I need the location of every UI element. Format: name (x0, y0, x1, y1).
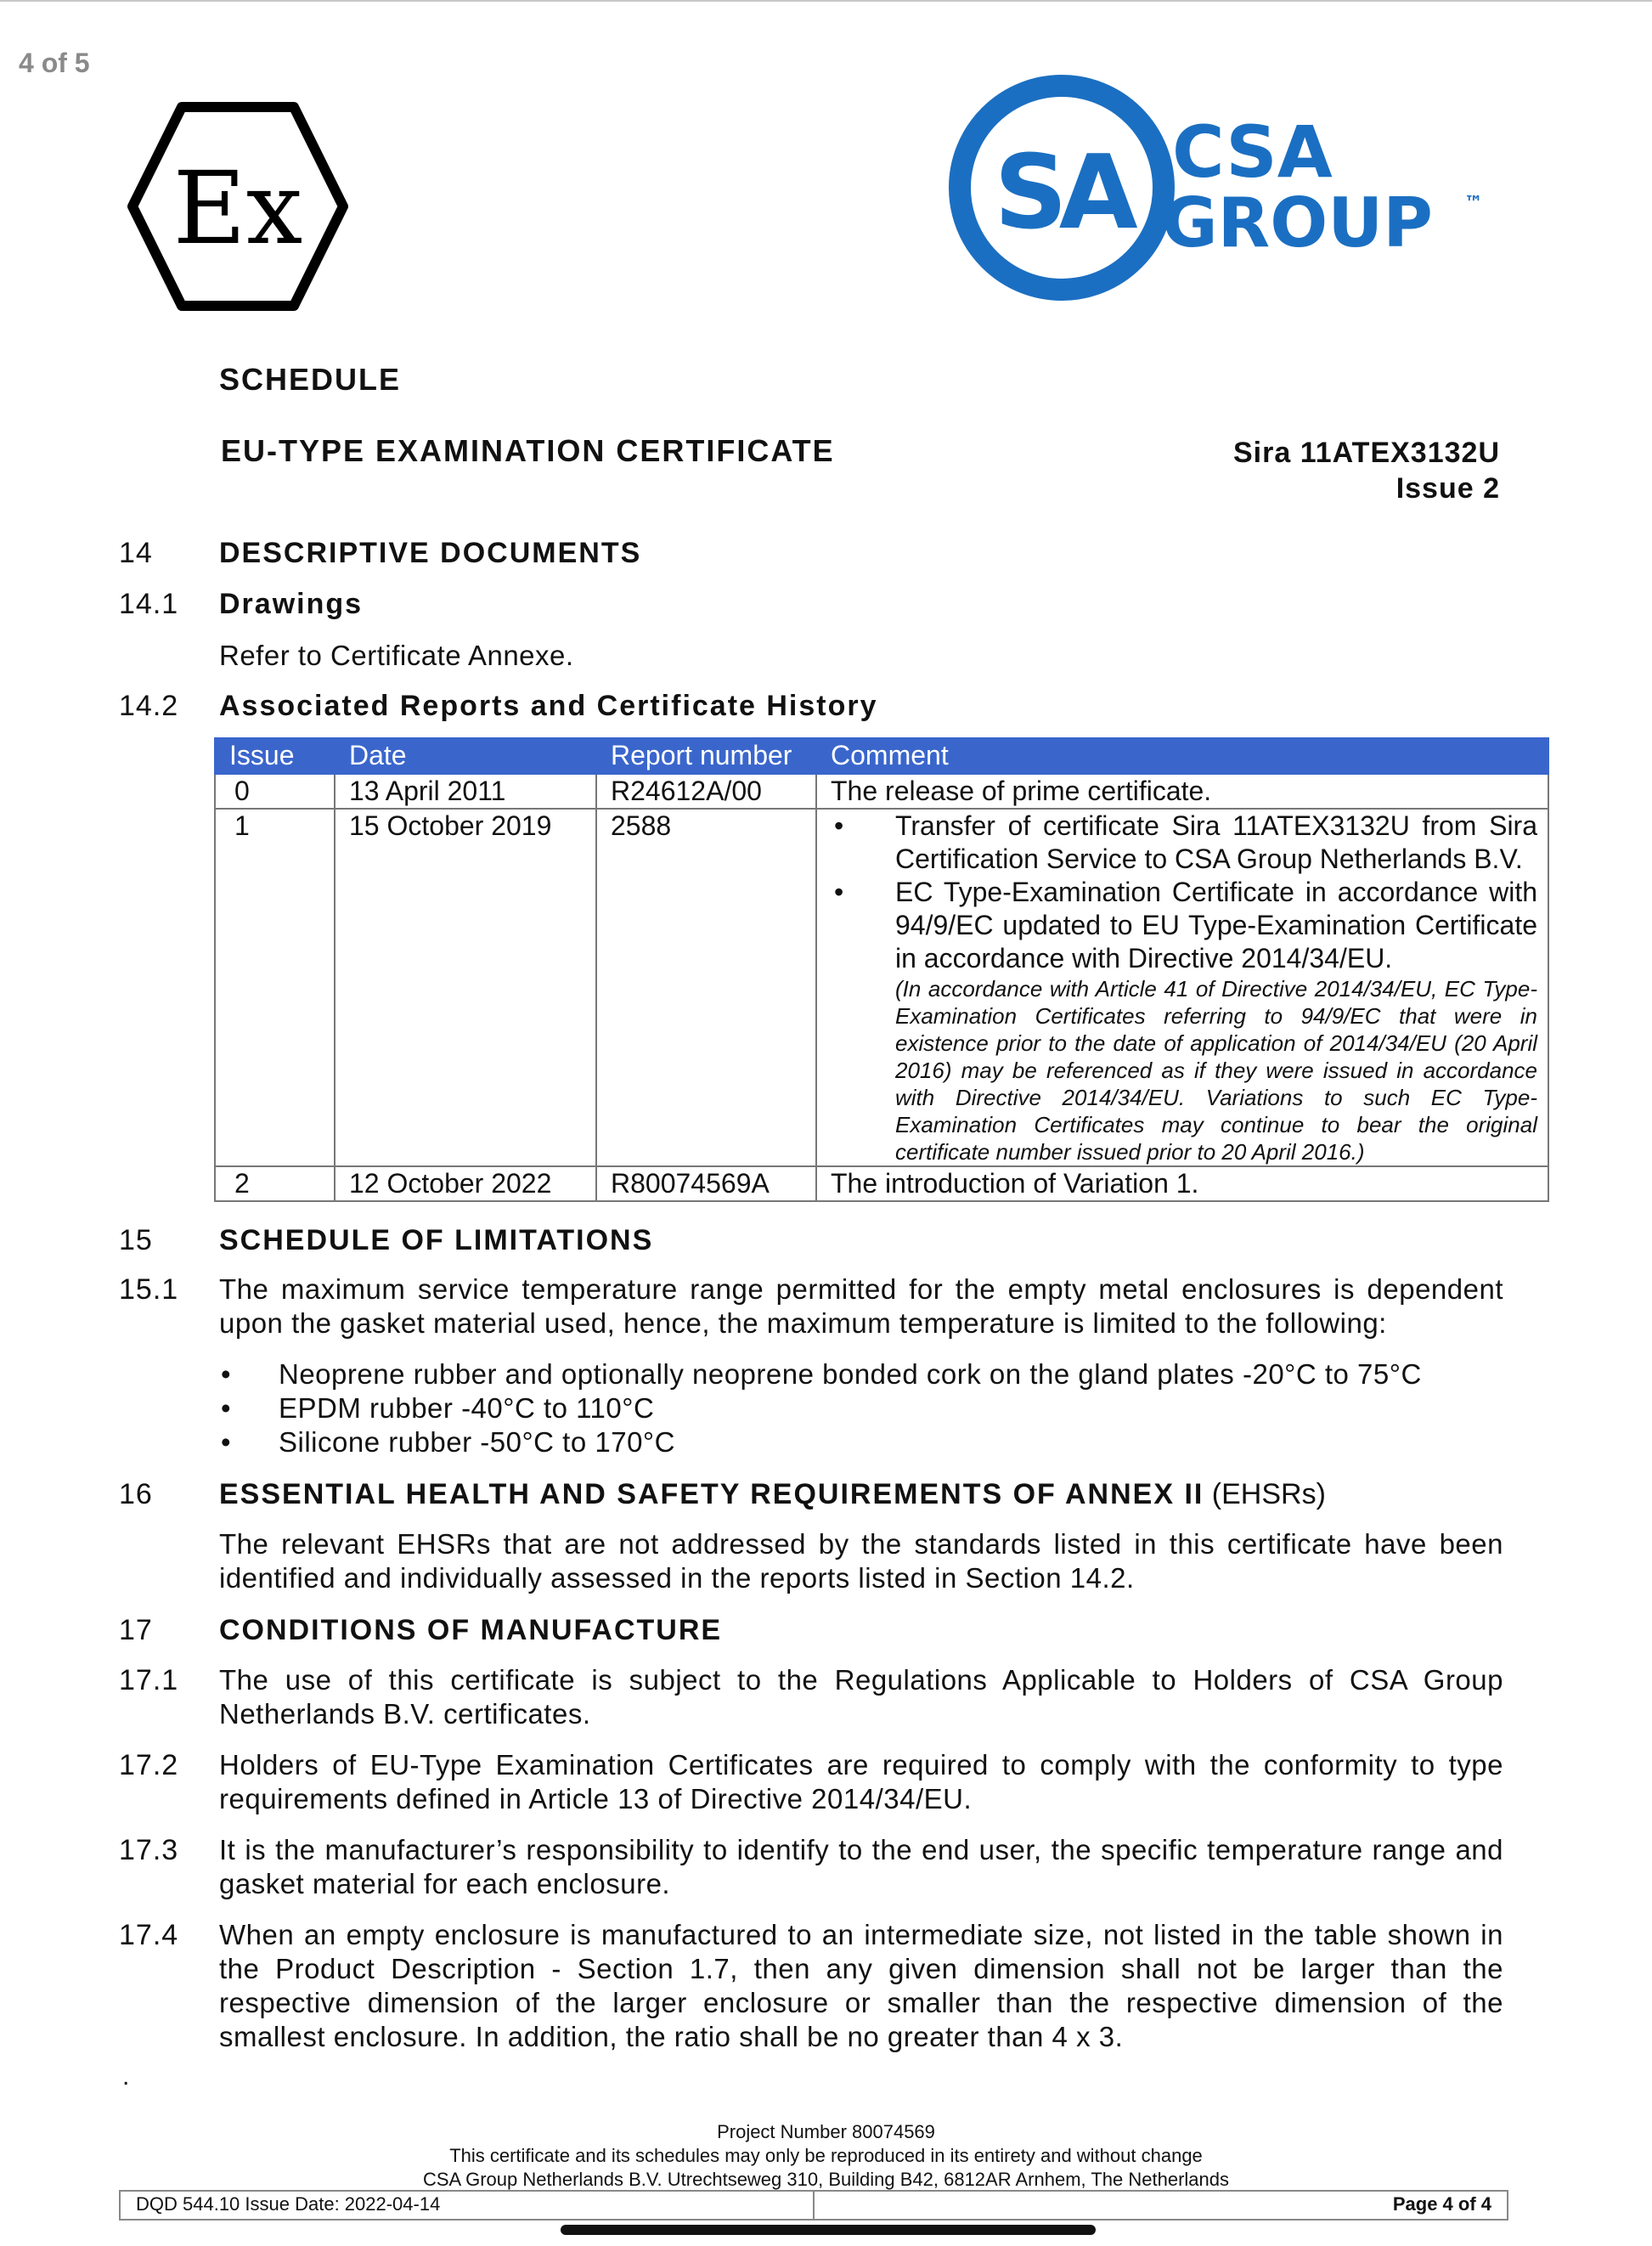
temperature-list (219, 1357, 1422, 1459)
home-indicator[interactable] (561, 2225, 1096, 2235)
subsection-number: 17.1 (119, 1664, 179, 1696)
list-item: • Neoprene rubber and optionally neoprene bonded cork on the gland plates -20°C to 75°C (219, 1357, 1422, 1391)
paragraph: When an empty enclosure is manufactured to an intermediate size, not listed in the table shown in the Product Description - Section 1.7, then any given dimension shall not be larger than the respective dimension of the larger enclosure or smaller than the respective dimension of the smallest enclosure. In addition, the ratio shall be no greater than 4 x 3. (219, 1919, 1503, 2052)
csa-emblem-icon (960, 86, 1164, 290)
report-cell: R80074569A (596, 1166, 816, 1201)
paragraph: Refer to Certificate Annexe. (219, 640, 574, 671)
csa-logo-line2: GROUP (1162, 183, 1433, 262)
column-header: Issue (215, 738, 335, 774)
comment-note: (In accordance with Article 41 of Directive 2014/34/EU, EC Type-Examination Certificates referring to 94/9/EC that were in existence prior to the date of application of 2014/34/EU (20 April 2016) may be referenced as if they were issued in accordance with Directive 2014/34/EU. Variations to such EC Type-Examination Certificates may continue to bear the original certificate number issued prior to 20 April 2016.) (895, 976, 1537, 1165)
certificate-reference (1233, 435, 1500, 506)
footer-address: CSA Group Netherlands B.V. Utrechtseweg 310, Building B42, 6812AR Arnhem, The Netherlands (422, 2169, 1229, 2190)
issue-cell: 2 (215, 1166, 335, 1201)
subsection-number: 17.4 (119, 1919, 179, 1951)
subsection-heading: Drawings (219, 588, 364, 620)
subsection-number: 15.1 (119, 1273, 179, 1306)
paragraph: The maximum service temperature range permitted for the empty metal enclosures is dependent upon the gasket material used, hence, the maximum temperature is limited to the following: (219, 1273, 1503, 1339)
comment-bullet: • Transfer of certificate Sira 11ATEX3132U from Sira Certification Service to CSA Group Netherlands B.V. (831, 810, 1548, 876)
csa-group-logo (944, 73, 1497, 302)
comment-cell (816, 809, 1548, 1166)
section-number: 17 (119, 1614, 153, 1646)
svg-text:SA: SA (994, 134, 1130, 252)
comment-bullet-list (831, 810, 1548, 975)
csa-logo-line1: CSA (1172, 110, 1333, 194)
column-header: Date (335, 738, 596, 774)
page-indicator: 4 of 5 (19, 48, 90, 78)
section-heading: SCHEDULE OF LIMITATIONS (219, 1224, 654, 1256)
subsection-number: 14.1 (119, 588, 179, 620)
paragraph: Holders of EU-Type Examination Certificates are required to comply with the conformity to type requirements defined in Article 13 of Directive 2014/34/EU. (219, 1749, 1503, 1814)
certificate-number: Sira 11ATEX3132U (1233, 437, 1500, 469)
footer-page-number: Page 4 of 4 (1392, 2193, 1491, 2215)
footer-bar (119, 2190, 1508, 2221)
section-heading: DESCRIPTIVE DOCUMENTS (219, 537, 642, 569)
comment-cell: The release of prime certificate. (816, 774, 1548, 809)
report-cell: R24612A/00 (596, 774, 816, 809)
table-row (215, 774, 1548, 809)
top-border (0, 0, 1652, 2)
subsection-number: 14.2 (119, 690, 179, 722)
subsection-heading: Associated Reports and Certificate History (219, 690, 878, 722)
paragraph: The use of this certificate is subject to the Regulations Applicable to Holders of CSA Group Netherlands B.V. certificates. (219, 1664, 1503, 1730)
footer-project-number: Project Number 80074569 (717, 2121, 935, 2142)
table-row (215, 1166, 1548, 1201)
certificate-title: EU-TYPE EXAMINATION CERTIFICATE (221, 433, 835, 468)
paragraph: The relevant EHSRs that are not addressed by the standards listed in this certificate have been identified and individually assessed in the reports listed in Section 14.2. (219, 1528, 1503, 1594)
ex-logo-icon (126, 100, 350, 313)
date-cell: 15 October 2019 (335, 809, 596, 1166)
footer-reproduction-notice: This certificate and its schedules may only be reproduced in its entirety and without change (449, 2145, 1203, 2166)
date-cell: 12 October 2022 (335, 1166, 596, 1201)
subsection-number: 17.3 (119, 1834, 179, 1866)
section-heading: CONDITIONS OF MANUFACTURE (219, 1614, 723, 1646)
certificate-issue: Issue 2 (1395, 472, 1500, 505)
footer-divider (813, 2192, 815, 2219)
certificate-history-table (214, 737, 1549, 1202)
comment-cell: The introduction of Variation 1. (816, 1166, 1548, 1201)
table-row (215, 809, 1548, 1166)
section-number: 14 (119, 537, 153, 569)
issue-cell: 1 (215, 809, 335, 1166)
date-cell: 13 April 2011 (335, 774, 596, 809)
footer-form-reference: DQD 544.10 Issue Date: 2022-04-14 (136, 2193, 441, 2215)
paragraph: It is the manufacturer’s responsibility to identify to the end user, the specific temperature range and gasket material for each enclosure. (219, 1834, 1503, 1899)
comment-bullet: • EC Type-Examination Certificate in accordance with 94/9/EC updated to EU Type-Examination Certificate in accordance with Directive 2014/34/EU. (831, 876, 1548, 975)
subsection-number: 17.2 (119, 1749, 179, 1781)
list-item: • EPDM rubber -40°C to 110°C (219, 1391, 1422, 1425)
column-header: Comment (816, 738, 1548, 774)
csa-logo-tm: ™ (1464, 193, 1483, 214)
section-heading (219, 1478, 1326, 1511)
issue-cell: 0 (215, 774, 335, 809)
schedule-heading: SCHEDULE (219, 362, 402, 397)
column-header: Report number (596, 738, 816, 774)
section-number: 15 (119, 1224, 153, 1256)
ex-logo-text: Ex (172, 150, 303, 267)
trailing-mark: . (122, 2063, 130, 2091)
section-number: 16 (119, 1478, 153, 1510)
report-cell: 2588 (596, 809, 816, 1166)
section-heading-suffix: (EHSRs) (1204, 1478, 1326, 1510)
section-heading-text: ESSENTIAL HEALTH AND SAFETY REQUIREMENTS OF ANNEX II (219, 1478, 1204, 1510)
table-header-row (215, 738, 1548, 774)
list-item: • Silicone rubber -50°C to 170°C (219, 1425, 1422, 1459)
